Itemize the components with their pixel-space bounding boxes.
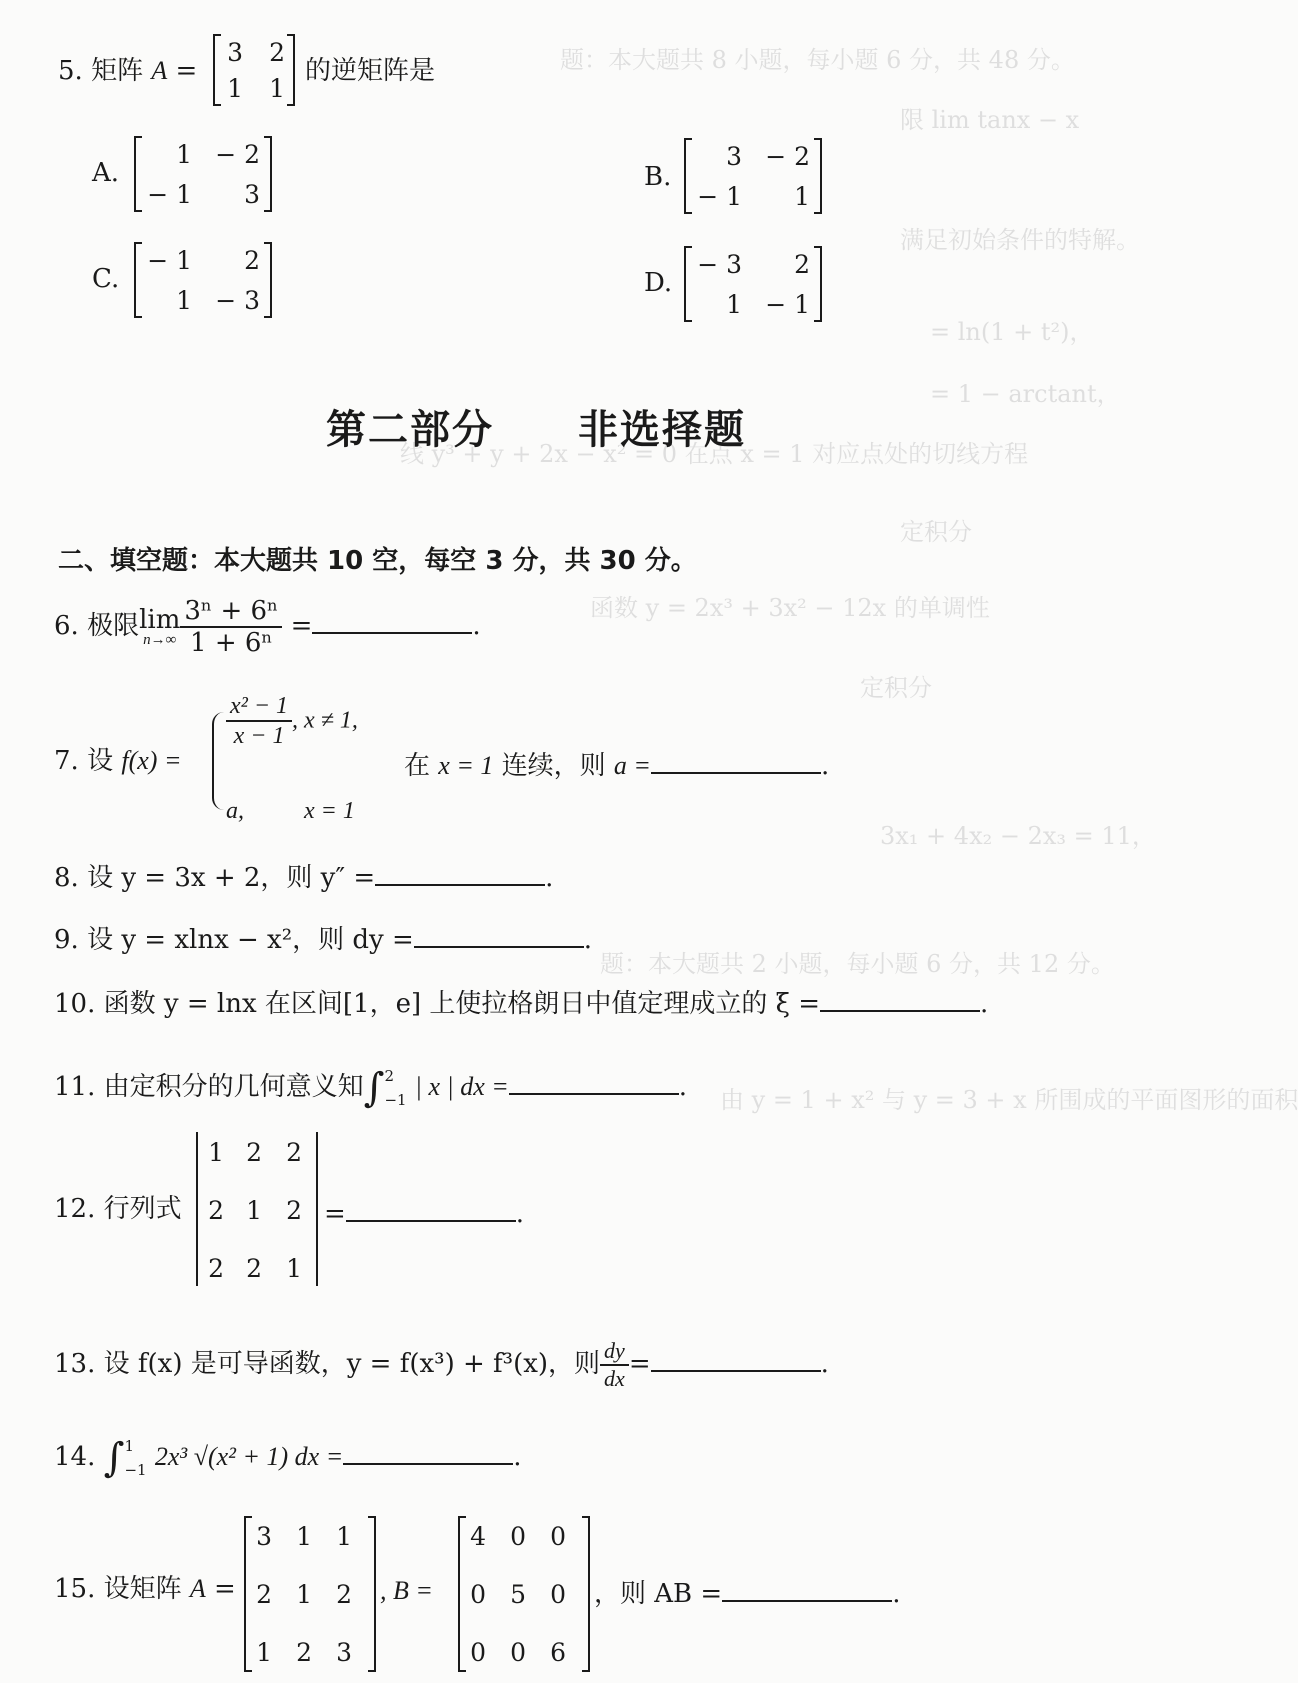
answer-blank[interactable]: [375, 862, 545, 886]
matrix-cell: 0: [550, 1580, 566, 1609]
matrix-cell: 1: [227, 74, 243, 103]
matrix-cell: 3: [244, 180, 260, 209]
matrix-cell: 2: [286, 1138, 302, 1167]
matrix-cell: 1: [726, 290, 742, 319]
matrix-cell: 2: [286, 1196, 302, 1225]
question-12-label: 12. 行列式: [54, 1194, 182, 1224]
matrix-cell: 2: [269, 38, 285, 67]
option-d-matrix: [684, 248, 822, 320]
matrix-cell: 0: [470, 1638, 486, 1667]
matrix-cell: 2: [296, 1638, 312, 1667]
matrix-cell: 3: [256, 1522, 272, 1551]
answer-blank[interactable]: [312, 610, 472, 634]
part-title: 第二部分 非选择题: [326, 407, 746, 453]
section-header: 二、填空题：本大题共 10 空，每空 3 分，共 30 分。: [58, 546, 697, 576]
bleed-through-text: = 1 − arctant，: [930, 380, 1121, 408]
question-15-label: 15. 设矩阵 A =: [54, 1574, 236, 1604]
matrix-cell: − 3: [697, 250, 742, 279]
bleed-through-text: 定积分: [860, 674, 932, 702]
question-15-mid: , B =: [380, 1576, 433, 1605]
question-14: 14. ∫ 1 −1 2x³ √(x² + 1) dx = .: [54, 1435, 522, 1481]
option-c-label: C.: [92, 264, 120, 294]
bleed-through-text: 由 y = 1 + x² 与 y = 3 + x 所围成的平面图形的面积: [720, 1086, 1298, 1114]
matrix-cell: 1: [296, 1580, 312, 1609]
question-5: [58, 58, 197, 84]
matrix-cell: 1: [794, 182, 810, 211]
matrix-cell: 2: [246, 1138, 262, 1167]
matrix-cell: − 2: [765, 142, 810, 171]
bleed-through-text: 题：本大题共 2 小题，每小题 6 分，共 12 分。: [600, 950, 1115, 978]
matrix-cell: 6: [550, 1638, 566, 1667]
question-text: 的逆矩阵是: [305, 56, 436, 86]
bleed-through-text: 限 lim tanx − x: [900, 106, 1080, 134]
determinant: [196, 1132, 318, 1286]
matrix-cell: 1: [336, 1522, 352, 1551]
option-c-matrix: [134, 244, 272, 316]
question-7-tail: 在 x = 1 连续，则 a = .: [404, 751, 830, 781]
bleed-through-text: 3x₁ + 4x₂ − 2x₃ = 11，: [880, 822, 1156, 850]
question-number: 5.: [58, 56, 83, 86]
matrix-cell: 3: [336, 1638, 352, 1667]
matrix-cell: 4: [470, 1522, 486, 1551]
answer-blank[interactable]: [820, 988, 980, 1012]
matrix-cell: − 3: [215, 286, 260, 315]
matrix-cell: 0: [510, 1522, 526, 1551]
option-b-label: B.: [644, 162, 672, 192]
matrix-15-B: [458, 1518, 590, 1670]
option-b-matrix: [684, 140, 822, 212]
matrix-cell: 1: [256, 1638, 272, 1667]
matrix-cell: 5: [510, 1580, 526, 1609]
matrix-cell: 2: [244, 246, 260, 275]
bleed-through-text: 题：本大题共 8 小题，每小题 6 分，共 48 分。: [560, 46, 1075, 74]
answer-blank[interactable]: [346, 1198, 516, 1222]
piecewise-brace: [212, 712, 224, 810]
matrix-cell: 1: [246, 1196, 262, 1225]
matrix-cell: 0: [550, 1522, 566, 1551]
answer-blank[interactable]: [651, 1348, 821, 1372]
matrix-cell: 2: [256, 1580, 272, 1609]
bleed-through-text: 线 y³ + y + 2x − x² = 0 在点 x = 1 对应点处的切线方程: [400, 440, 1029, 468]
matrix-cell: 2: [208, 1196, 224, 1225]
matrix-cell: − 1: [765, 290, 810, 319]
matrix-15-A: [244, 1518, 376, 1670]
question-15-tail: ，则 AB = .: [594, 1579, 901, 1609]
piecewise-top: $\frac{\text{x² − 1}}{x - 1}$ , x ≠ 1,: [226, 694, 358, 748]
matrix-cell: 1: [269, 74, 285, 103]
option-d-label: D.: [644, 268, 673, 298]
option-a-matrix: [134, 138, 272, 210]
matrix-cell: − 1: [147, 180, 192, 209]
matrix-cell: − 1: [147, 246, 192, 275]
matrix-cell: 1: [286, 1254, 302, 1283]
matrix-cell: 0: [470, 1580, 486, 1609]
bleed-through-text: 定积分: [900, 518, 972, 546]
matrix-cell: 1: [296, 1522, 312, 1551]
question-11: 11. 由定积分的几何意义知∫ 2 −1 | x | dx = .: [54, 1065, 688, 1111]
matrix-cell: 2: [336, 1580, 352, 1609]
matrix-cell: 2: [208, 1254, 224, 1283]
question-13: 13. 设 f(x) 是可导函数，y = f(x³) + f³(x)，则 $\frac{dy}{dx}$ = .: [54, 1338, 829, 1391]
answer-blank[interactable]: [722, 1578, 892, 1602]
matrix-cell: 1: [176, 140, 192, 169]
matrix-cell: 3: [227, 38, 243, 67]
question-9: 9. 设 y = xlnx − x²，则 dy = .: [54, 925, 593, 955]
matrix-cell: − 1: [697, 182, 742, 211]
piecewise-bottom: a, x = 1: [226, 798, 355, 824]
question-10: 10. 函数 y = lnx 在区间[1，e] 上使拉格朗日中值定理成立的 ξ = .: [54, 989, 989, 1019]
question-text: 矩阵: [91, 56, 144, 86]
matrix-cell: − 2: [215, 140, 260, 169]
answer-blank[interactable]: [343, 1441, 513, 1465]
option-a-label: A.: [92, 158, 120, 188]
matrix-cell: 0: [510, 1638, 526, 1667]
bleed-through-text: 函数 y = 2x³ + 3x² − 12x 的单调性: [590, 594, 990, 622]
answer-blank[interactable]: [651, 750, 821, 774]
matrix-A: [213, 36, 295, 104]
bleed-through-text: 满足初始条件的特解。: [900, 226, 1140, 254]
answer-blank[interactable]: [509, 1071, 679, 1095]
question-7-label: 7. 设 f(x) =: [54, 746, 182, 776]
math-symbol: =: [175, 56, 198, 86]
question-6: 6. 极限 lim n→∞ $\frac{\text{3ⁿ + 6ⁿ}}{\text{1 + 6ⁿ}}$ = .: [54, 596, 481, 658]
question-8: 8. 设 y = 3x + 2，则 y″ = .: [54, 863, 554, 893]
math-variable: A: [151, 56, 168, 85]
matrix-cell: 2: [246, 1254, 262, 1283]
bleed-through-text: = ln(1 + t²)，: [930, 318, 1094, 346]
answer-blank[interactable]: [414, 924, 584, 948]
matrix-cell: 1: [208, 1138, 224, 1167]
matrix-cell: 2: [794, 250, 810, 279]
matrix-cell: 3: [726, 142, 742, 171]
matrix-cell: 1: [176, 286, 192, 315]
question-12-tail: = .: [324, 1199, 525, 1229]
